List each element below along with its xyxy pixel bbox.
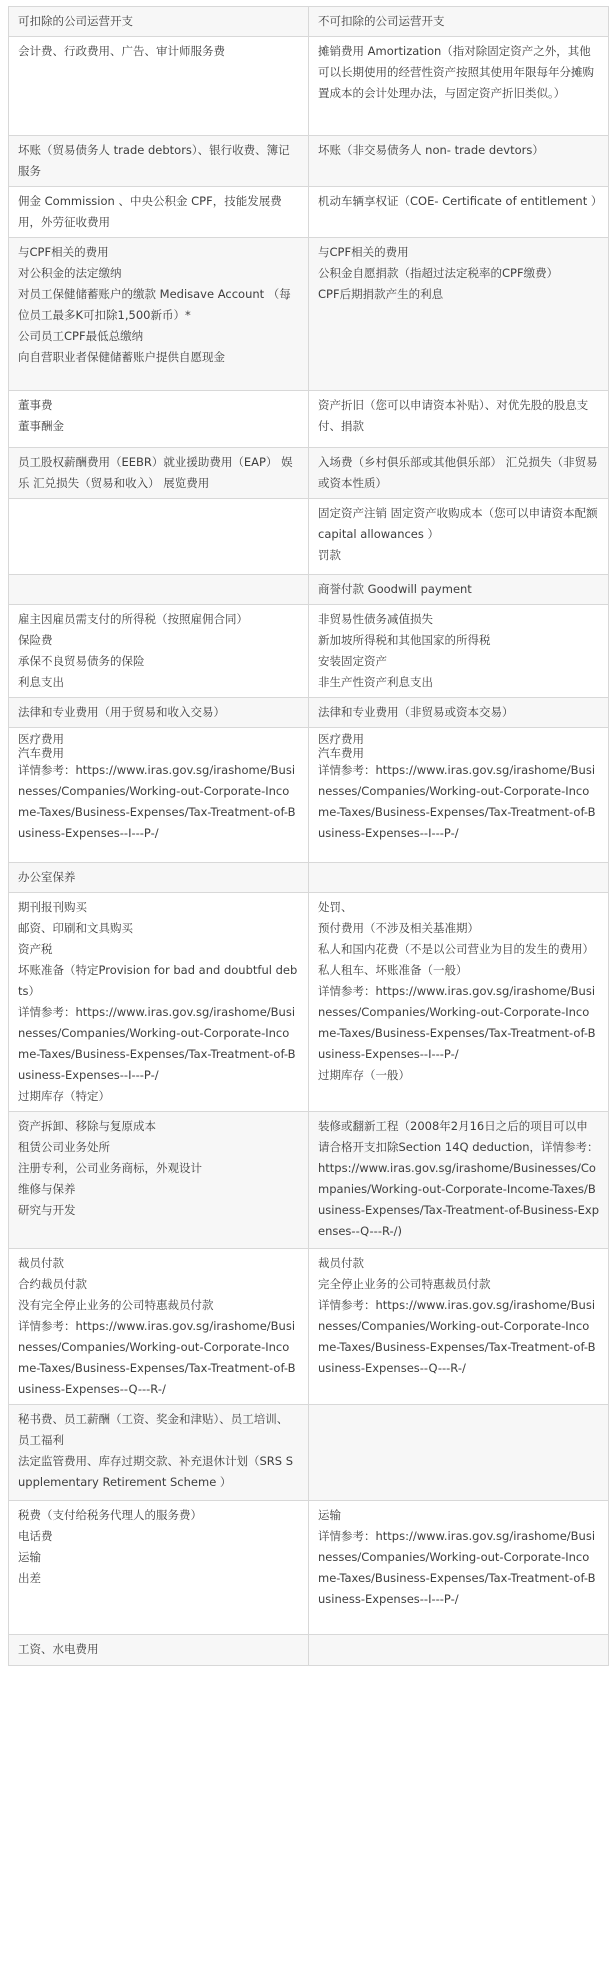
table-row: [9, 728, 609, 863]
cell-text-line: 保险费: [18, 633, 53, 647]
cell-text-line: 详情参考：https://www.iras.gov.sg/irashome/Businesses/Companies/Working-out-Corporate-Income-Taxes/Business-Expenses/Tax-Treatment-of-Business-Expenses--I---P-/: [318, 984, 596, 1061]
deductible-cell: [9, 187, 309, 238]
deductible-cell: [9, 238, 309, 391]
table-row: [9, 605, 609, 698]
non-deductible-cell: [309, 698, 609, 728]
table-row: [9, 391, 609, 448]
cell-text-line: 注册专利，公司业务商标，外观设计: [18, 1161, 202, 1175]
cell-text-line: 资产折旧（您可以申请资本补贴）、对优先股的股息支付、捐款: [318, 398, 589, 433]
non-deductible-cell: [309, 1635, 609, 1666]
cell-text-line: 办公室保养: [18, 870, 76, 884]
cell-text-line: 出差: [18, 1571, 41, 1585]
cell-text-line: 利息支出: [18, 675, 64, 689]
cell-text-line: 合约裁员付款: [18, 1277, 87, 1291]
cell-text-line: 坏账（贸易债务人 trade debtors）、银行收费、簿记服务: [18, 143, 290, 178]
deductible-cell: [9, 1112, 309, 1249]
cell-text-line: 过期库存（一般）: [318, 1068, 410, 1082]
table-row: [9, 1405, 609, 1501]
deductible-cell: [9, 136, 309, 187]
header-deductible: 可扣除的公司运营开支: [9, 7, 309, 37]
cell-text-line: 坏账准备（特定Provision for bad and doubtful debts）: [18, 963, 298, 998]
table-row: [9, 187, 609, 238]
cell-text-line: 汽车费用: [18, 746, 64, 760]
cell-text-line: 运输: [18, 1550, 41, 1564]
non-deductible-cell: [309, 863, 609, 893]
cell-text-line: 法定监管费用、库存过期交款、补充退休计划（SRS Supplementary Retirement Scheme ）: [18, 1454, 294, 1489]
cell-text-line: 法律和专业费用（用于贸易和收入交易）: [18, 705, 225, 719]
cell-text-line: 承保不良贸易债务的保险: [18, 654, 145, 668]
non-deductible-cell: [309, 605, 609, 698]
table-row: [9, 136, 609, 187]
non-deductible-cell: [309, 575, 609, 605]
cell-text-line: 秘书费、员工薪酬（工资、奖金和津贴）、员工培训、员工福利: [18, 1412, 289, 1447]
cell-text-line: 入场费（乡村俱乐部或其他俱乐部） 汇兑损失（非贸易或资本性质）: [318, 455, 598, 490]
cell-text-line: 非贸易性债务减值损失: [318, 612, 433, 626]
cell-text-line: 税费（支付给税务代理人的服务费）: [18, 1508, 202, 1522]
table-row: [9, 698, 609, 728]
cell-text-line: 对员工保健储蓄账户的缴款 Medisave Account （每位员工最多K可扣除1,500新币）*: [18, 287, 291, 322]
cell-text-line: 资产税: [18, 942, 53, 956]
deductible-cell: [9, 575, 309, 605]
cell-text-line: 与CPF相关的费用: [318, 245, 409, 259]
deductible-cell: [9, 728, 309, 863]
cell-text-line: 非生产性资产利息支出: [318, 675, 433, 689]
deductible-cell: [9, 1405, 309, 1501]
cell-text-line: 私人和国内花费（不是以公司营业为目的发生的费用）: [318, 942, 594, 956]
deductible-cell: [9, 37, 309, 136]
cell-text-line: 期刊报刊购买: [18, 900, 87, 914]
table-row: [9, 893, 609, 1112]
cell-text-line: 坏账（非交易债务人 non- trade devtors）: [318, 143, 544, 157]
deductible-cell: [9, 1501, 309, 1635]
cell-text-line: 详情参考：https://www.iras.gov.sg/irashome/Businesses/Companies/Working-out-Corporate-Income-Taxes/Business-Expenses/Tax-Treatment-of-Business-Expenses--Q---R-/: [318, 1298, 596, 1375]
non-deductible-cell: [309, 448, 609, 499]
cell-text-line: 电话费: [18, 1529, 53, 1543]
deductible-cell: [9, 1635, 309, 1666]
cell-text-line: 邮资、印刷和文具购买: [18, 921, 133, 935]
non-deductible-cell: [309, 187, 609, 238]
deductible-cell: [9, 1249, 309, 1405]
non-deductible-cell: [309, 238, 609, 391]
non-deductible-cell: [309, 728, 609, 863]
cell-text-line: 资产拆卸、移除与复原成本: [18, 1119, 156, 1133]
non-deductible-cell: [309, 1405, 609, 1501]
cell-text-line: 详情参考：https://www.iras.gov.sg/irashome/Businesses/Companies/Working-out-Corporate-Income-Taxes/Business-Expenses/Tax-Treatment-of-Business-Expenses--I---P-/: [318, 763, 596, 840]
table-row: [9, 448, 609, 499]
deductible-cell: [9, 391, 309, 448]
cell-text-line: 装修或翻新工程（2008年2月16日之后的项目可以申请合格开支扣除Section 14Q deduction，详情参考：https://www.iras.gov.sg/irashome/Businesses/Companies/Working-out-Corporate-Income-Taxes/Business-Expenses/Tax-Treatment-of-Business-Expenses--Q---R-/): [318, 1119, 600, 1238]
cell-text-line: 详情参考：https://www.iras.gov.sg/irashome/Businesses/Companies/Working-out-Corporate-Income-Taxes/Business-Expenses/Tax-Treatment-of-Business-Expenses--I---P-/: [18, 763, 296, 840]
table-row: [9, 863, 609, 893]
deductible-cell: [9, 448, 309, 499]
table-row: [9, 37, 609, 136]
cell-text-line: 裁员付款: [318, 1256, 364, 1270]
cell-text-line: 租赁公司业务处所: [18, 1140, 110, 1154]
cell-text-line: 运输: [318, 1508, 341, 1522]
cell-text-line: 罚款: [318, 548, 341, 562]
cell-text-line: 新加坡所得税和其他国家的所得税: [318, 633, 491, 647]
header-non-deductible: 不可扣除的公司运营开支: [309, 7, 609, 37]
cell-text-line: 医疗费用: [318, 732, 364, 746]
cell-text-line: 详情参考：https://www.iras.gov.sg/irashome/Businesses/Companies/Working-out-Corporate-Income-Taxes/Business-Expenses/Tax-Treatment-of-Business-Expenses--I---P-/: [18, 1005, 296, 1082]
cell-text-line: 佣金 Commission 、中央公积金 CPF，技能发展费用，外劳征收费用: [18, 194, 282, 229]
table-row: [9, 1501, 609, 1635]
cell-text-line: 公司员工CPF最低总缴纳: [18, 329, 144, 343]
non-deductible-cell: [309, 893, 609, 1112]
cell-text-line: 没有完全停止业务的公司特惠裁员付款: [18, 1298, 214, 1312]
cell-text-line: 会计费、行政费用、广告、审计师服务费: [18, 44, 225, 58]
table-row: [9, 1112, 609, 1249]
table-row: [9, 499, 609, 575]
cell-text-line: 预付费用（不涉及相关基准期）: [318, 921, 479, 935]
cell-text-line: 医疗费用: [18, 732, 64, 746]
cell-text-line: 法律和专业费用（非贸易或资本交易）: [318, 705, 514, 719]
cell-text-line: 过期库存（特定）: [18, 1089, 110, 1103]
cell-text-line: 裁员付款: [18, 1256, 64, 1270]
table-row: [9, 238, 609, 391]
non-deductible-cell: [309, 1112, 609, 1249]
cell-text-line: 公积金自愿捐款（指超过法定税率的CPF缴费）: [318, 266, 559, 280]
deductible-cell: [9, 605, 309, 698]
cell-text-line: 雇主因雇员需支付的所得税（按照雇佣合同）: [18, 612, 248, 626]
cell-text-line: 私人租车、坏账准备（一般）: [318, 963, 468, 977]
cell-text-line: 完全停止业务的公司特惠裁员付款: [318, 1277, 491, 1291]
deductible-cell: [9, 893, 309, 1112]
cell-text-line: CPF后期捐款产生的利息: [318, 287, 444, 301]
non-deductible-cell: [309, 499, 609, 575]
non-deductible-cell: [309, 37, 609, 136]
table-header-row: [9, 7, 609, 37]
table-row: [9, 1249, 609, 1405]
non-deductible-cell: [309, 391, 609, 448]
cell-text-line: 汽车费用: [318, 746, 364, 760]
cell-text-line: 工资、水电费用: [18, 1642, 99, 1656]
cell-text-line: 维修与保养: [18, 1182, 76, 1196]
non-deductible-cell: [309, 1249, 609, 1405]
deductible-cell: [9, 863, 309, 893]
cell-text-line: 商誉付款 Goodwill payment: [318, 582, 472, 596]
non-deductible-cell: [309, 136, 609, 187]
table-row: [9, 575, 609, 605]
deductible-cell: [9, 698, 309, 728]
cell-text-line: 摊销费用 Amortization（指对除固定资产之外，其他可以长期使用的经营性资产按照其使用年限每年分摊购置成本的会计处理办法，与固定资产折旧类似。）: [318, 44, 594, 100]
deductible-cell: [9, 499, 309, 575]
non-deductible-cell: [309, 1501, 609, 1635]
cell-text-line: 对公积金的法定缴纳: [18, 266, 122, 280]
cell-text-line: 向自营职业者保健储蓄账户提供自愿现金: [18, 350, 225, 364]
cell-text-line: 详情参考：https://www.iras.gov.sg/irashome/Businesses/Companies/Working-out-Corporate-Income-Taxes/Business-Expenses/Tax-Treatment-of-Business-Expenses--Q---R-/: [18, 1319, 296, 1396]
cell-text-line: 机动车辆享权证（COE- Certificate of entitlement ）: [318, 194, 603, 208]
cell-text-line: 员工股权薪酬费用（EEBR）就业援助费用（EAP） 娱乐 汇兑损失（贸易和收入） 展览费用: [18, 455, 293, 490]
cell-text-line: 处罚、: [318, 900, 353, 914]
cell-text-line: 固定资产注销 固定资产收购成本（您可以申请资本配额 capital allowances ）: [318, 506, 598, 541]
cell-text-line: 安装固定资产: [318, 654, 387, 668]
table-row: [9, 1635, 609, 1666]
cell-text-line: 详情参考：https://www.iras.gov.sg/irashome/Businesses/Companies/Working-out-Corporate-Income-Taxes/Business-Expenses/Tax-Treatment-of-Business-Expenses--I---P-/: [318, 1529, 596, 1606]
cell-text-line: 董事酬金: [18, 419, 64, 433]
cell-text-line: 与CPF相关的费用: [18, 245, 109, 259]
cell-text-line: 董事费: [18, 398, 53, 412]
cell-text-line: 研究与开发: [18, 1203, 76, 1217]
expense-table: [8, 6, 609, 1666]
